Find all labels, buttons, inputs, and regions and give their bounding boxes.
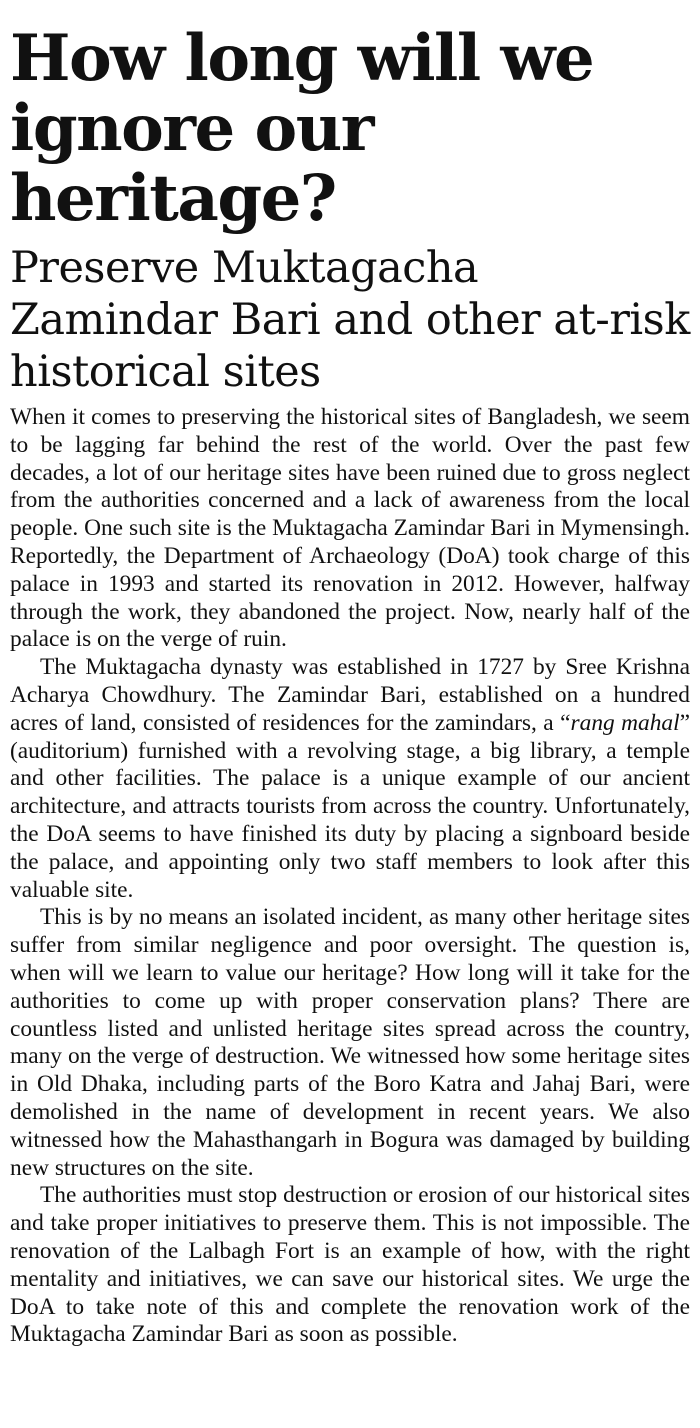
paragraph-4: The authorities must stop destruction or erosion of our historical sites and take proper initiatives to preserve them. This is not impossible. The renovation of the Lalbagh Fort is an example of how, with the right mentality and initiatives, we can save our historical sites. We urge the DoA to take note of this and complete the renovation work of the Muktagacha Zamindar Bari as soon as possible. xyxy=(10,1182,690,1348)
paragraph-1: When it comes to preserving the historical sites of Bangladesh, we seem to be lagging far behind the rest of the world. Over the past few decades, a lot of our heritage sites have been ruined due to gross neglect from the authorities concerned and a lack of awareness from the local people. One such site is the Muktagacha Zamindar Bari in Mymensingh. Reportedly, the Department of Archaeology (DoA) took charge of this palace in 1993 and started its renovation in 2012. However, halfway through the work, they abandoned the project. Now, nearly half of the palace is on the verge of ruin. xyxy=(10,404,690,653)
paragraph-2-italic-term: rang mahal xyxy=(570,709,680,736)
paragraph-2 xyxy=(10,654,690,904)
subheadline: Preserve Muktagacha Zamindar Bari and other at-risk historical sites xyxy=(10,243,690,397)
paragraph-2-part-1: The Muktagacha dynasty was established in 1727 by Sree Krishna Acharya Chowdhury. The Zamindar Bari, established on a hundred acres of land, consisted of residences for the zamindars, a “ xyxy=(10,654,690,736)
article-body xyxy=(10,404,690,1349)
headline: How long will we ignore our heritage? xyxy=(10,21,594,236)
editorial-article xyxy=(10,0,690,1349)
paragraph-3: This is by no means an isolated incident, as many other heritage sites suffer from similar negligence and poor oversight. The question is, when will we learn to value our heritage? How long will it take for the authorities to come up with proper conservation plans? There are countless listed and unlisted heritage sites spread across the country, many on the verge of destruction. We witnessed how some heritage sites in Old Dhaka, including parts of the Boro Katra and Jahaj Bari, were demolished in the name of development in recent years. We also witnessed how the Mahasthangarh in Bogura was damaged by building new structures on the site. xyxy=(10,904,690,1181)
paragraph-2-part-2: ” (auditorium) furnished with a revolving stage, a big library, a temple and other facilities. The palace is a unique example of our ancient architecture, and attracts tourists from across the country. Unfortunately, the DoA seems to have finished its duty by placing a signboard beside the palace, and appointing only two staff members to look after this valuable site. xyxy=(10,709,691,903)
